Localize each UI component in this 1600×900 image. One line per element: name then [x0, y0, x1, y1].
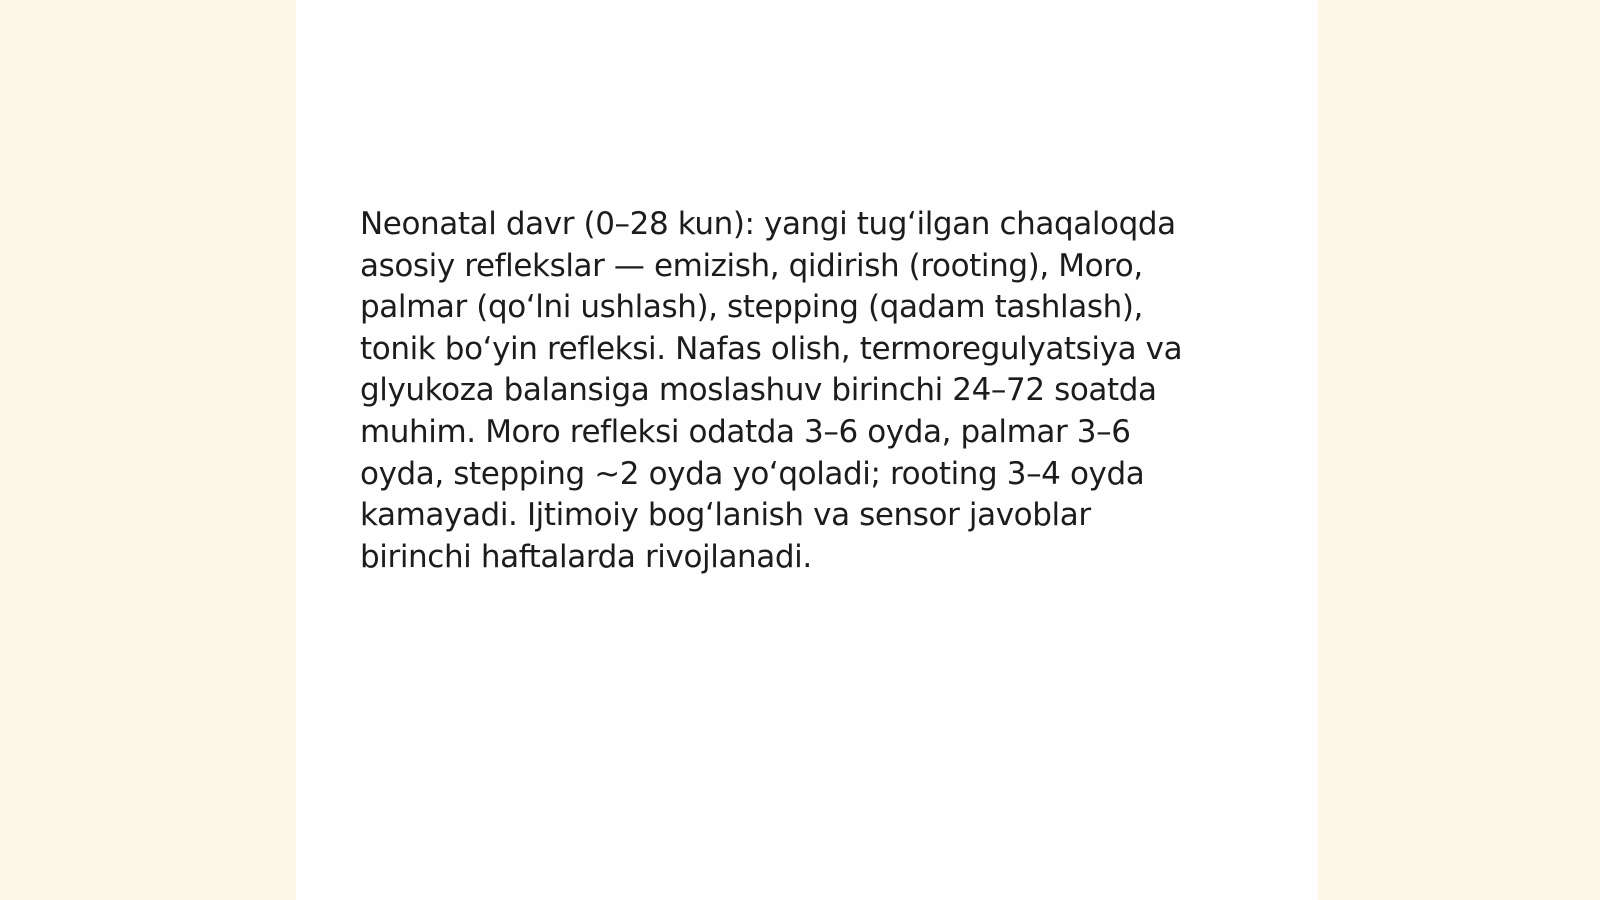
body-paragraph: [360, 204, 1260, 578]
paragraph-line: palmar (qoʻlni ushlash), stepping (qadam tashlash),: [360, 289, 1143, 326]
document-page: [296, 0, 1318, 900]
paragraph-line: muhim. Moro refleksi odatda 3–6 oyda, palmar 3–6: [360, 413, 1131, 450]
paragraph-line: tonik boʻyin refleksi. Nafas olish, termoregulyatsiya va: [360, 330, 1183, 367]
paragraph-line: asosiy reflekslar — emizish, qidirish (rooting), Moro,: [360, 247, 1143, 284]
paragraph-line: kamayadi. Ijtimoiy bogʻlanish va sensor javoblar: [360, 497, 1091, 534]
paragraph-line: birinchi haftalarda rivojlanadi.: [360, 538, 812, 575]
paragraph-line: Neonatal davr (0–28 kun): yangi tugʻilgan chaqaloqda: [360, 206, 1176, 242]
paragraph-line: oyda, stepping ~2 oyda yoʻqoladi; rooting 3–4 oyda: [360, 455, 1145, 492]
paragraph-line: glyukoza balansiga moslashuv birinchi 24–72 soatda: [360, 372, 1157, 409]
